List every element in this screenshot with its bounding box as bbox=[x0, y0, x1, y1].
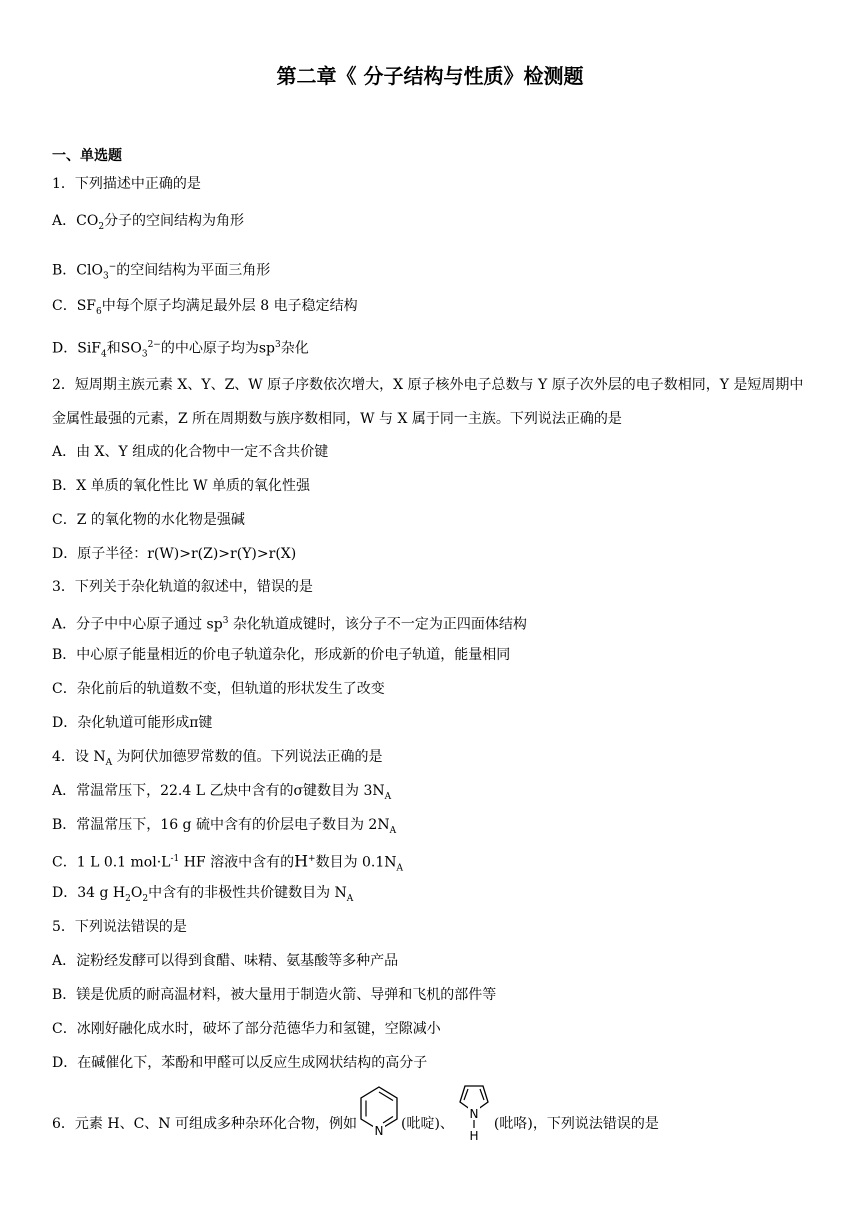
q4-option-d: D．34 g $H_2O_2$中含有的非极性共价键数目为 $N_A$ bbox=[52, 885, 354, 904]
q6-stem: 6．元素 H、C、N 可组成多种杂环化合物，例如 N (吡啶)、 N H (吡咯)，下列说法错误的是 bbox=[52, 1080, 659, 1144]
pyrrole-n-label: N bbox=[469, 1107, 479, 1121]
pyridine-n-label: N bbox=[374, 1124, 384, 1138]
q1-option-d: D．SiF$_4$和$SO_3^{2-}$的中心原子均为$sp^3$杂化 bbox=[52, 340, 309, 360]
pyrrole-h-label: H bbox=[469, 1129, 479, 1142]
q3-option-c: C．杂化前后的轨道数不变，但轨道的形状发生了改变 bbox=[52, 681, 385, 697]
q1-option-c: C．$SF_6$中每个原子均满足最外层 8 电子稳定结构 bbox=[52, 298, 358, 317]
section-heading: 一、单选题 bbox=[52, 148, 122, 164]
q3-option-a: A．分子中中心原子通过 $sp^3$ 杂化轨道成键时，该分子不一定为正四面体结构 bbox=[52, 616, 527, 633]
document-title: 第二章《 分子结构与性质》检测题 bbox=[276, 64, 584, 88]
q1-option-a: A．$CO_2$分子的空间结构为角形 bbox=[52, 213, 245, 232]
q4-option-c: C．1 L 0.1 $mol\cdot L^{-1}$ HF 溶液中含有的H+数目为 $0.1N_A$ bbox=[52, 851, 404, 874]
q4-stem: 4．设 $N_A$ 为阿伏加德罗常数的值。下列说法正确的是 bbox=[52, 749, 383, 768]
q5-option-d: D．在碱催化下，苯酚和甲醛可以反应生成网状结构的高分子 bbox=[52, 1055, 428, 1071]
q2-option-c: C．Z 的氧化物的水化物是强碱 bbox=[52, 512, 245, 528]
q2-option-a: A．由 X、Y 组成的化合物中一定不含共价键 bbox=[52, 444, 329, 460]
q5-stem: 5．下列说法错误的是 bbox=[52, 919, 187, 935]
q3-option-d: D．杂化轨道可能形成π键 bbox=[52, 715, 213, 731]
q2-option-b: B．X 单质的氧化性比 W 单质的氧化性强 bbox=[52, 478, 310, 494]
q4-option-b: B．常温常压下，16 g 硫中含有的价层电子数目为 $2N_A$ bbox=[52, 817, 397, 836]
q2-stem: 2．短周期主族元素 X、Y、Z、W 原子序数依次增大，X 原子核外电子总数与 Y 原子次外层的电子数相同，Y 是短周期中金属性最强的元素，Z 所在周期数与族序数相同，W 与 X 属于同一主族。下列说法正确的是 bbox=[52, 377, 804, 427]
q4-option-a: A．常温常压下，22.4 L 乙炔中含有的σ键数目为 $3N_A$ bbox=[52, 783, 392, 802]
q5-option-b: B．镁是优质的耐高温材料，被大量用于制造火箭、导弹和飞机的部件等 bbox=[52, 987, 497, 1003]
pyridine-structure bbox=[357, 1083, 401, 1165]
pyrrole-structure bbox=[454, 1080, 494, 1168]
q1-stem: 1．下列描述中正确的是 bbox=[52, 176, 201, 192]
q5-option-a: A．淀粉经发酵可以得到食醋、味精、氨基酸等多种产品 bbox=[52, 953, 399, 969]
q2-option-d: D．原子半径：r(W)>r(Z)>r(Y)>r(X) bbox=[52, 546, 297, 562]
q5-option-c: C．冰刚好融化成水时，破坏了部分范德华力和氢键，空隙减小 bbox=[52, 1021, 441, 1037]
q3-stem: 3．下列关于杂化轨道的叙述中，错误的是 bbox=[52, 579, 313, 595]
q3-option-b: B．中心原子能量相近的价电子轨道杂化，形成新的价电子轨道，能量相同 bbox=[52, 647, 511, 663]
q1-option-b: B．ClO$_3$−的空间结构为平面三角形 bbox=[52, 262, 271, 282]
